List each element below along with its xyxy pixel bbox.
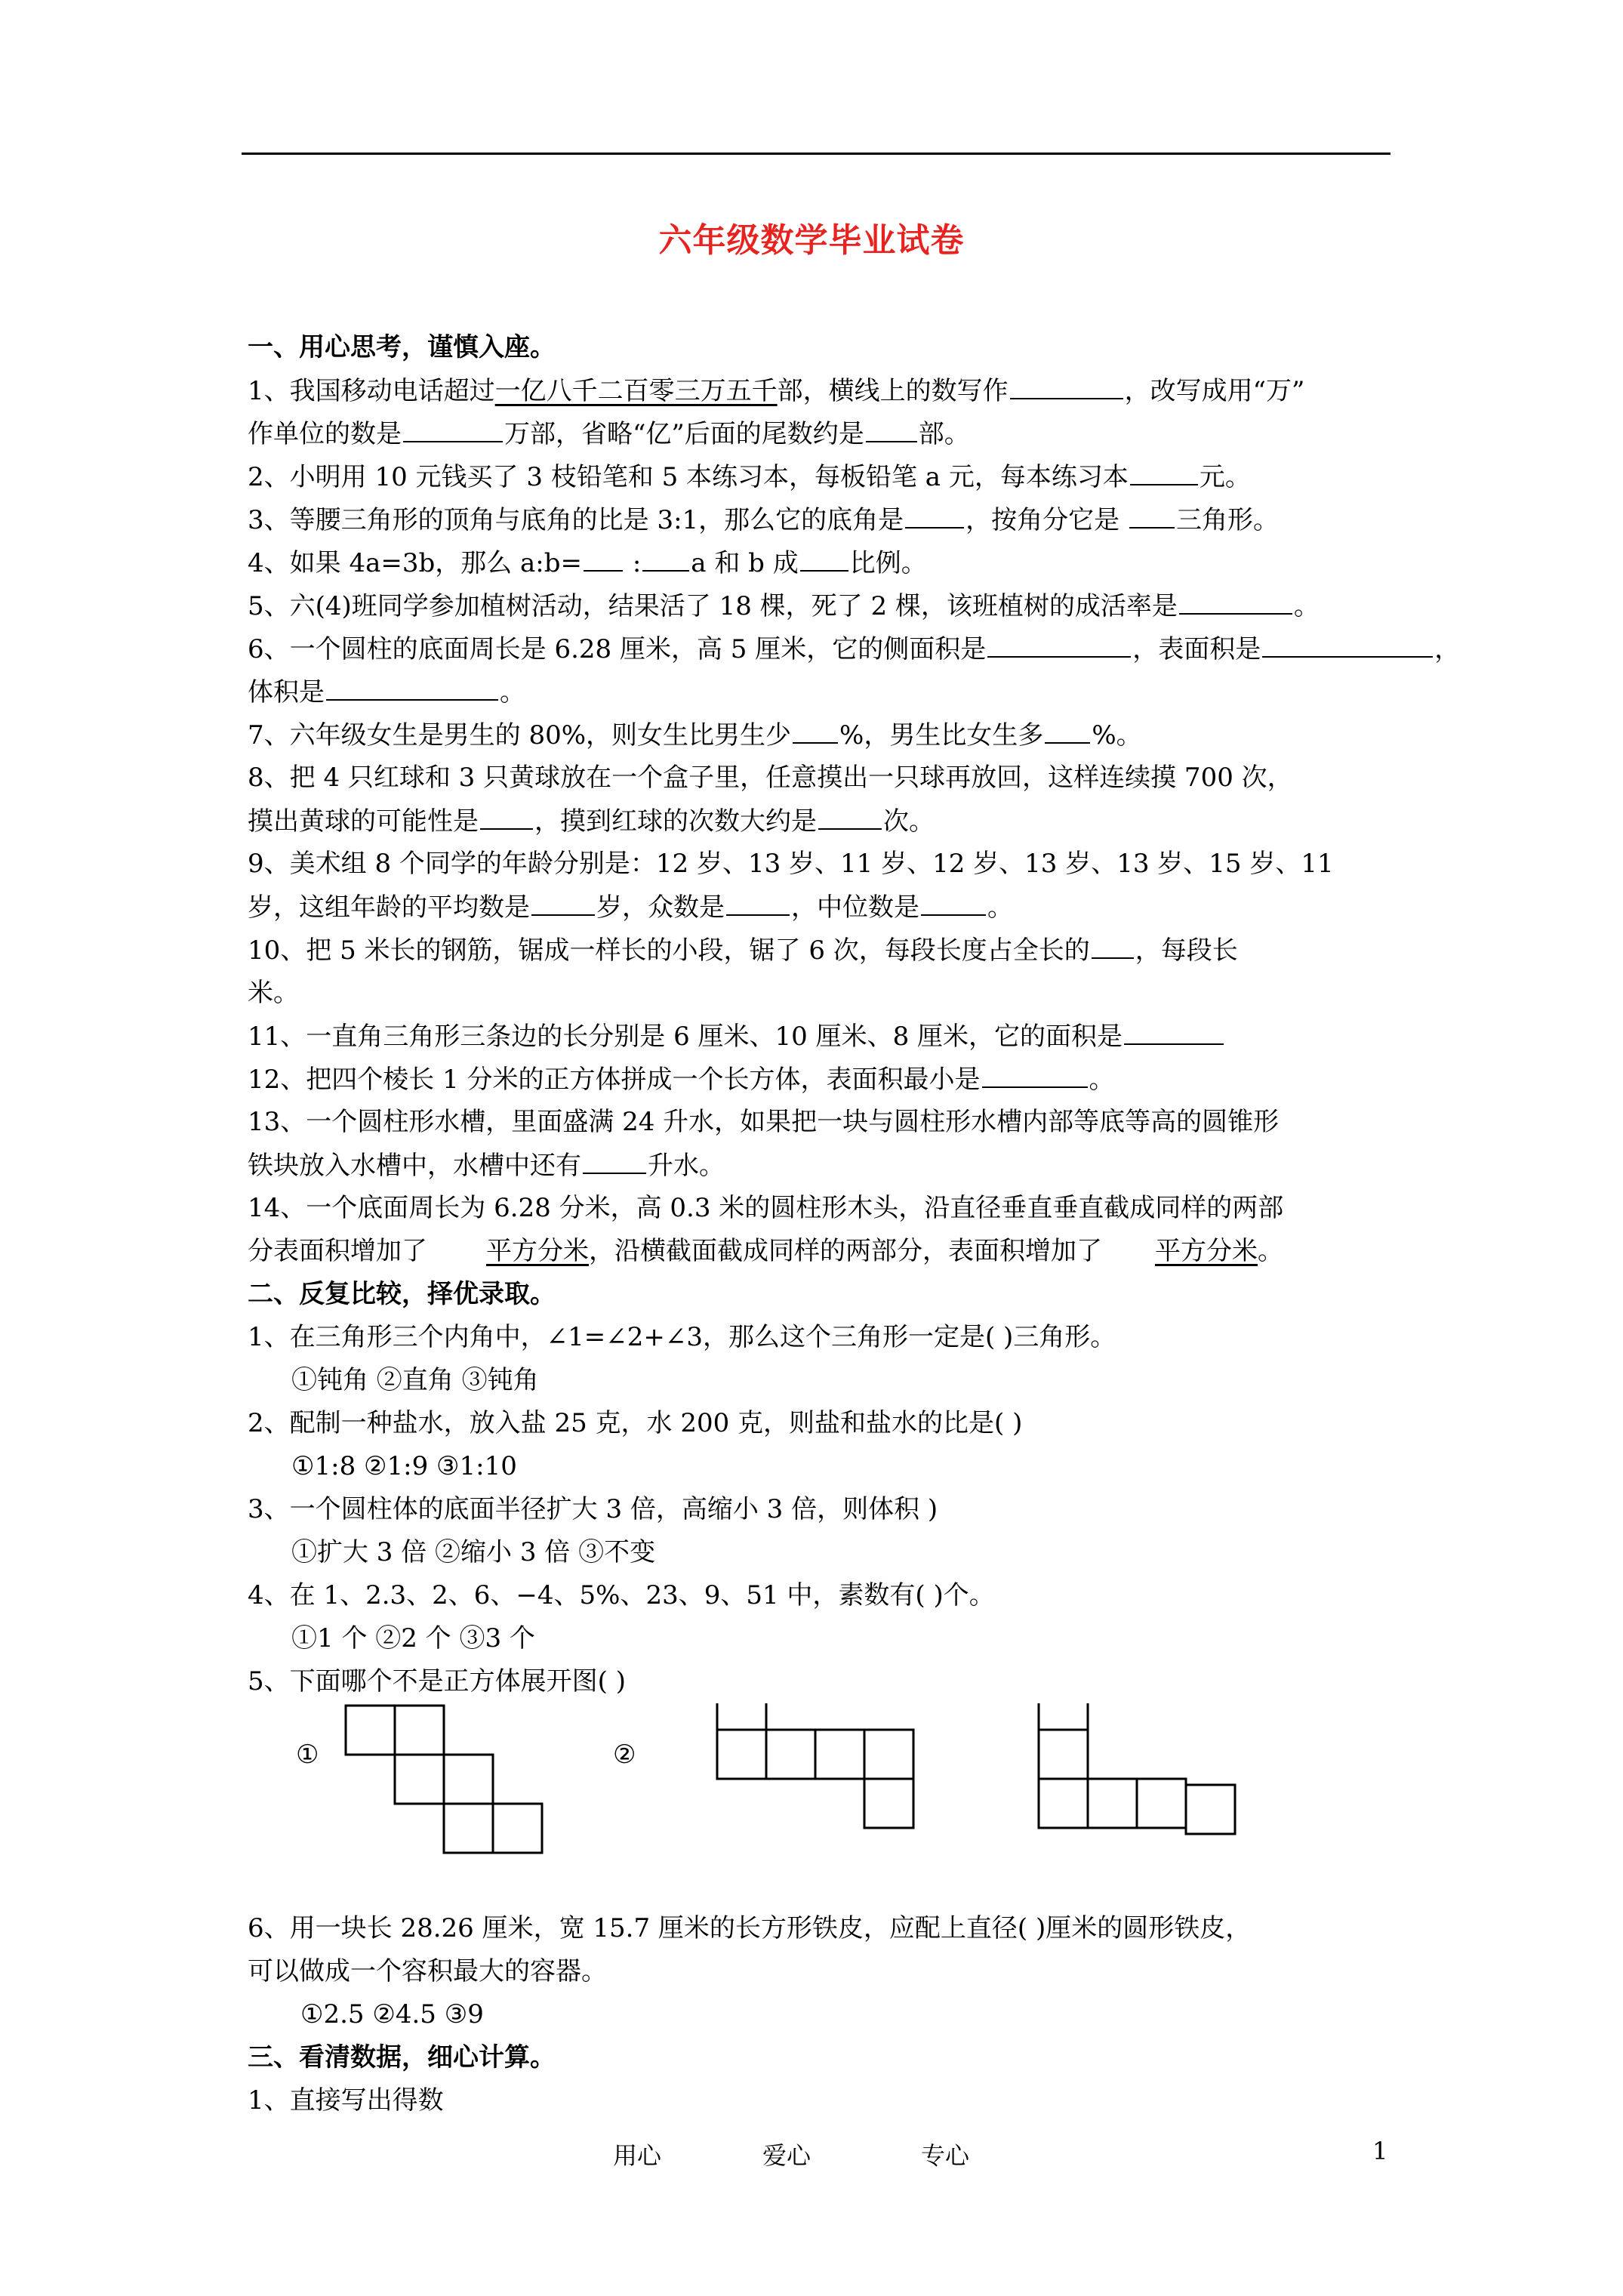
answer-blank [921,886,986,916]
choice-question-5: 5、下面哪个不是正方体展开图( ) [248,1666,626,1697]
question-9-line1: 9、美术组 8 个同学的年龄分别是：12 岁、13 岁、11 岁、12 岁、13 岁、13 岁、15 岁、11 [248,849,1334,879]
section-heading-2: 二、反复比较，择优录取。 [248,1279,556,1309]
question-2: 2、小明用 10 元钱买了 3 枝铅笔和 5 本练习本，每板铅笔 a 元，每本练习本 元。 [248,455,1606,498]
calc-question-1: 1、直接写出得数 [248,2085,444,2116]
choice-question-6-line1: 6、用一块长 28.26 厘米，宽 15.7 厘米的长方形铁皮，应配上直径( )厘米的圆形铁皮， [248,1913,1252,1943]
question-1-line2: 作单位的数是 万部，省略“亿”后面的尾数约是 部。 [248,412,1606,455]
cube-net-1 [346,1706,542,1853]
choice-question-1: 1、在三角形三个内角中，∠1=∠2+∠3，那么这个三角形一定是( )三角形。 [248,1322,1116,1352]
figure-label-1: ① [296,1740,319,1770]
choice-question-6-line2: 可以做成一个容积最大的容器。 [248,1956,607,1986]
answer-blank [982,1058,1088,1088]
choice-options-1: ①钝角 ②直角 ③钝角 [291,1365,539,1395]
answer-blank [800,541,848,572]
answer-blank-with-unit: 平方分米 [486,1236,589,1266]
question-14-line2: 分表面积增加了 平方分米，沿横截面截成同样的两部分，表面积增加了 平方分米。 [248,1236,1283,1266]
answer-blank [326,670,498,701]
answer-blank [1045,713,1090,744]
section-heading-1: 一、用心思考，谨慎入座。 [248,332,556,362]
answer-blank [726,886,790,916]
page-title: 六年级数学毕业试卷 [658,221,965,260]
choice-options-3: ①扩大 3 倍 ②缩小 3 倍 ③不变 [291,1537,656,1567]
answer-blank [1130,455,1198,485]
cube-net-diagrams [248,1703,1304,1907]
answer-blank [1010,369,1123,399]
answer-blank [866,412,917,442]
answer-blank [642,541,689,572]
choice-question-3: 3、一个圆柱体的底面半径扩大 3 倍，高缩小 3 倍，则体积 ) [248,1494,938,1524]
answer-blank [403,412,503,442]
answer-blank [1124,1015,1224,1045]
question-13-line1: 13、一个圆柱形水槽，里面盛满 24 升水，如果把一块与圆柱形水槽内部等底等高的圆锥形 [248,1107,1280,1137]
exam-body [248,326,1606,2122]
cube-net-3 [1039,1703,1235,1834]
answer-blank [1179,584,1292,615]
choice-options-2: ①1:8 ②1:9 ③1:10 [291,1451,517,1481]
choice-options-4: ①1 个 ②2 个 ③3 个 [291,1623,535,1653]
choice-question-4: 4、在 1、2.3、2、6、−4、5%、23、9、51 中，素数有( )个。 [248,1580,995,1610]
question-4: 4、如果 4a=3b，那么 a:b= : a 和 b 成 比例。 [248,541,1606,584]
question-8-line1: 8、把 4 只红球和 3 只黄球放在一个盒子里，任意摸出一只球再放回，这样连续摸 700 次， [248,763,1293,793]
answer-blank [1262,627,1433,658]
answer-blank [531,886,595,916]
footer-text-3: 专心 [921,2141,970,2170]
footer-text-2: 爱心 [762,2141,812,2170]
section-heading-3: 三、看清数据，细心计算。 [248,2042,556,2073]
cube-nets-figures [248,1703,1606,1907]
question-7: 7、六年级女生是男生的 80%，则女生比男生少 %，男生比女生多 %。 [248,713,1606,757]
answer-blank [1129,498,1175,529]
question-6-line1: 6、一个圆柱的底面周长是 6.28 厘米，高 5 厘米，它的侧面积是 ，表面积是 ， [248,627,1606,670]
answer-blank [793,713,838,744]
answer-blank [480,800,533,830]
question-9-line2: 岁，这组年龄的平均数是 岁，众数是 ，中位数是 。 [248,886,1606,929]
question-1-line1: 1、我国移动电话超过一亿八千二百零三万五千部，横线上的数写作 ，改写成用“万” [248,369,1606,412]
question-10-line2: 米。 [248,978,299,1008]
choice-options-6: ①2.5 ②4.5 ③9 [300,1999,484,2029]
choice-question-2: 2、配制一种盐水，放入盐 25 克，水 200 克，则盐和盐水的比是( ) [248,1408,1023,1438]
question-12: 12、把四个棱长 1 分米的正方体拼成一个长方体，表面积最小是 。 [248,1058,1606,1101]
answer-blank [905,498,964,529]
question-11: 11、一直角三角形三条边的长分别是 6 厘米、10 厘米、8 厘米，它的面积是 [248,1015,1606,1058]
answer-blank [818,800,882,830]
question-14-line1: 14、一个底面周长为 6.28 分米，高 0.3 米的圆柱形木头，沿直径垂直垂直截成同样的两部 [248,1193,1284,1223]
question-3: 3、等腰三角形的顶角与底角的比是 3:1，那么它的底角是 ，按角分它是 三角形。 [248,498,1606,541]
question-6-line2: 体积是 。 [248,670,1606,713]
footer-text-1: 用心 [613,2141,662,2170]
question-8-line2: 摸出黄球的可能性是 ，摸到红球的次数大约是 次。 [248,800,1606,843]
figure-label-2: ② [613,1740,636,1770]
cube-net-2 [717,1703,913,1828]
underlined-number: 一亿八千二百零三万五千 [494,376,778,406]
answer-blank [987,627,1131,658]
question-13-line2: 铁块放入水槽中，水槽中还有 升水。 [248,1144,1606,1187]
answer-blank [1092,929,1134,959]
answer-blank [583,1144,646,1174]
question-10-line1: 10、把 5 米长的钢筋，锯成一样长的小段，锯了 6 次，每段长度占全长的 ，每段长 [248,929,1606,972]
page-number: 1 [1372,2137,1388,2165]
question-5: 5、六(4)班同学参加植树活动，结果活了 18 棵，死了 2 棵，该班植树的成活率是 。 [248,584,1606,627]
answer-blank [584,541,623,572]
answer-blank-with-unit: 平方分米 [1155,1236,1258,1266]
header-rule [242,153,1390,155]
